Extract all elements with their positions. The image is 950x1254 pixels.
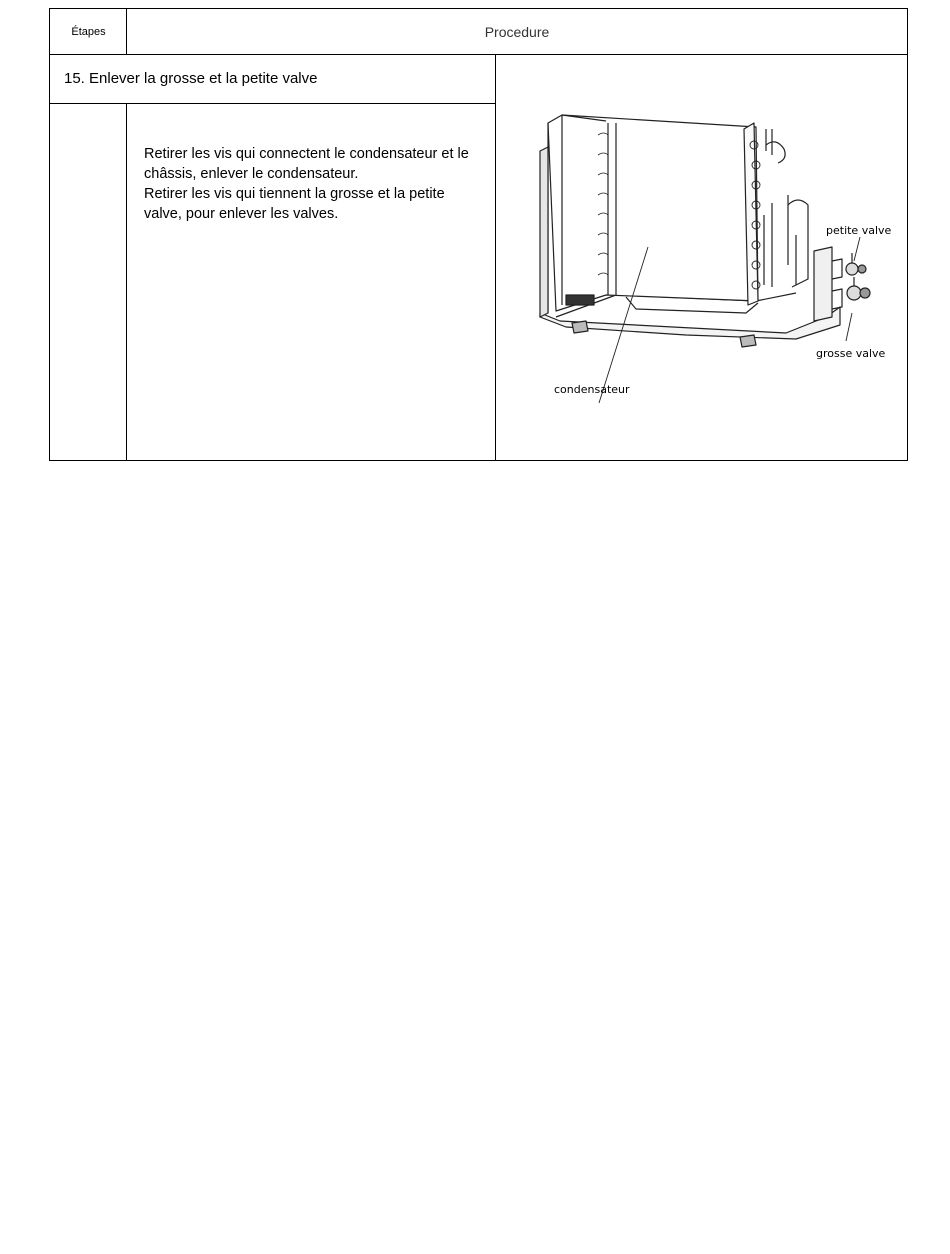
header-procedure: Procedure (484, 23, 550, 40)
table-border-left (49, 8, 50, 461)
table-border-bottom (49, 460, 908, 461)
label-small-valve: petite valve (826, 224, 892, 237)
label-large-valve: grosse valve (816, 347, 886, 360)
instruction-1: Retirer les vis qui connectent le condensateur et le châssis, enlever le condensateur. (144, 146, 469, 182)
instruction-2: Retirer les vis qui tiennent la grosse et la petite valve, pour enlever les valves. (144, 186, 445, 222)
outdoor-unit-illustration (496, 55, 907, 460)
table-border-right (907, 8, 908, 461)
table-border-title-bottom (49, 103, 496, 104)
table-divider-steps-body (126, 103, 127, 461)
header-steps: Étapes (71, 25, 106, 38)
label-condenser: condensateur (554, 383, 630, 396)
outdoor-unit-figure (496, 55, 907, 460)
step-title: 15. Enlever la grosse et la petite valve (64, 70, 318, 87)
step-instructions (144, 144, 474, 224)
